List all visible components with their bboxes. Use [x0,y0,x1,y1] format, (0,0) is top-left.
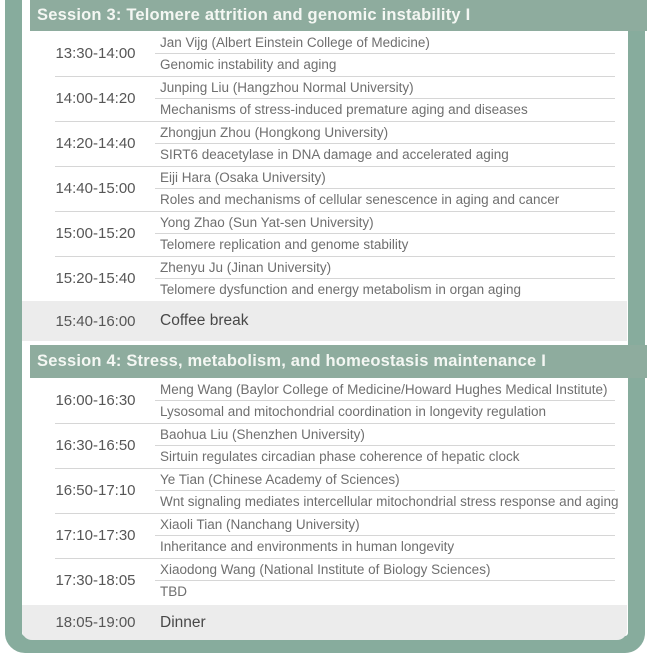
speaker-name: Jan Vijg (Albert Einstein College of Medicine) [155,32,615,54]
talk-title: Telomere dysfunction and energy metabolism in organ aging [160,282,521,297]
table-row [22,166,627,211]
speaker-name: Eiji Hara (Osaka University) [155,167,615,189]
talk-title: Mechanisms of stress-induced premature aging and diseases [160,102,528,117]
talk-cell [155,256,627,301]
table-row [22,378,627,423]
session-3-title: Session 3: Telomere attrition and genomic instability I [37,6,471,24]
table-row [22,31,627,76]
break-label: Dinner [160,613,206,631]
table-row [22,121,627,166]
speaker-name: Xiaodong Wang (National Institute of Biology Sciences) [155,559,615,581]
time-slot: 14:20-14:40 [55,135,136,152]
table-row [22,513,627,558]
talk-title: Lysosomal and mitochondrial coordination in longevity regulation [160,404,546,419]
time-slot: 16:50-17:10 [55,482,136,499]
speaker-name: Ye Tian (Chinese Academy of Sciences) [155,469,615,491]
session-4-header [30,345,647,378]
time-slot: 15:40-16:00 [55,312,136,330]
break-label: Coffee break [160,312,249,329]
talk-title: Sirtuin regulates circadian phase coherence of hepatic clock [160,449,520,464]
speaker-name: Zhongjun Zhou (Hongkong University) [155,122,615,144]
coffee-break-row [22,301,627,341]
talk-cell [155,378,627,423]
session-4-title: Session 4: Stress, metabolism, and homeostasis maintenance I [37,352,547,370]
talk-cell [155,558,627,603]
talk-cell [155,468,627,513]
time-slot: 13:30-14:00 [55,45,136,62]
speaker-name: Zhenyu Ju (Jinan University) [155,257,615,279]
talk-title: Wnt signaling mediates intercellular mitochondrial stress response and aging [160,494,619,509]
talk-cell [155,513,627,558]
table-row [22,468,627,513]
talk-title: Genomic instability and aging [160,57,337,72]
talk-cell [155,31,627,76]
talk-cell [155,76,627,121]
talk-cell [155,166,627,211]
time-slot: 15:20-15:40 [55,270,136,287]
time-slot: 17:30-18:05 [55,572,136,589]
table-row [22,558,627,603]
speaker-name: Junping Liu (Hangzhou Normal University) [155,77,615,99]
talk-cell [155,211,627,256]
speaker-name: Meng Wang (Baylor College of Medicine/Howard Hughes Medical Institute) [155,379,615,401]
time-slot: 14:00-14:20 [55,90,136,107]
talk-cell [155,121,627,166]
table-row [22,76,627,121]
talk-title: TBD [160,584,187,599]
dinner-row [22,605,627,640]
speaker-name: Xiaoli Tian (Nanchang University) [155,514,615,536]
speaker-name: Yong Zhao (Sun Yat-sen University) [155,212,615,234]
time-slot: 14:40-15:00 [55,180,136,197]
talk-title: SIRT6 deacetylase in DNA damage and accelerated aging [160,147,509,162]
time-slot: 18:05-19:00 [55,614,136,631]
table-row [22,423,627,468]
schedule-table [22,0,627,640]
talk-cell [155,423,627,468]
time-slot: 16:30-16:50 [55,437,136,454]
time-slot: 17:10-17:30 [55,527,136,544]
speaker-name: Baohua Liu (Shenzhen University) [155,424,615,446]
talk-title: Inheritance and environments in human longevity [160,539,455,554]
talk-title: Telomere replication and genome stability [160,237,409,252]
time-slot: 16:00-16:30 [55,392,136,409]
talk-title: Roles and mechanisms of cellular senescence in aging and cancer [160,192,560,207]
session-3-header [30,0,647,31]
table-row [22,256,627,301]
time-slot: 15:00-15:20 [55,225,136,242]
table-row [22,211,627,256]
